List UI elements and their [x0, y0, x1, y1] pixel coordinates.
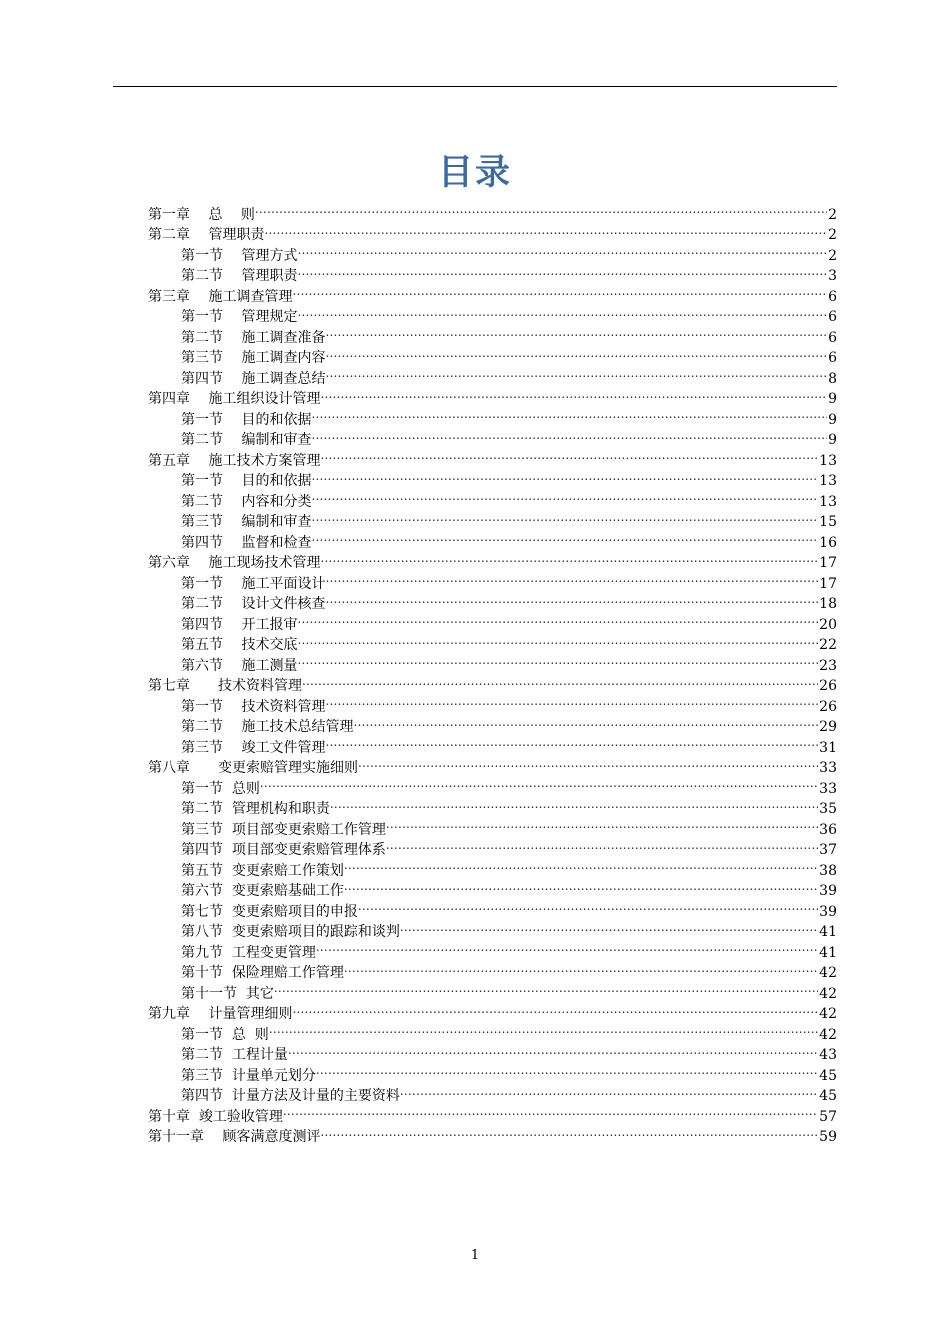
toc-dot-leader: [297, 301, 827, 322]
toc-entry-page: 39: [819, 883, 837, 899]
toc-dot-leader: [297, 260, 827, 281]
toc-entry-page: 57: [819, 1108, 837, 1125]
toc-dot-leader: [325, 731, 818, 752]
toc-entry-title: 第七章 技术资料管理: [148, 678, 302, 694]
toc-entry-page: 16: [819, 534, 837, 551]
toc-entry-title: 第三节 施工调查内容: [181, 350, 326, 366]
toc-entry-page: 2: [828, 227, 837, 243]
toc-dot-leader: [330, 793, 818, 814]
toc-entry-title: 第六节 变更索赔基础工作: [181, 883, 344, 899]
toc-entry-page: 36: [819, 821, 837, 838]
toc-entry-title: 第一节 管理方式: [181, 247, 298, 264]
toc-entry-title: 第一节 总则: [181, 780, 260, 797]
toc-dot-leader: [311, 485, 818, 506]
toc-entry-page: 9: [828, 411, 837, 428]
toc-entry-page: 31: [819, 739, 837, 756]
toc-entry-page: 45: [819, 1067, 837, 1084]
toc-dot-leader: [320, 1121, 818, 1142]
toc-entry-page: 33: [819, 760, 837, 776]
toc-dot-leader: [297, 608, 818, 629]
toc-entry-title: 第一节 目的和依据: [181, 411, 312, 428]
toc-entry-title: 第一章 总 则: [148, 206, 255, 223]
toc-dot-leader: [325, 342, 827, 363]
toc-dot-leader: [400, 1080, 818, 1101]
toc-dot-leader: [297, 649, 818, 670]
toc-entry-page: 38: [819, 862, 837, 879]
toc-entry-page: 42: [819, 1006, 837, 1022]
toc-entry-title: 第五节 技术交底: [181, 637, 298, 653]
toc-entry-title: 第三节 竣工文件管理: [181, 739, 326, 756]
toc-dot-leader: [358, 895, 818, 916]
toc-dot-leader: [325, 362, 827, 383]
toc-entry-title: 第九节 工程变更管理: [181, 944, 316, 961]
toc-entry-page: 8: [828, 370, 837, 387]
toc-entry-title: 第九章 计量管理细则: [148, 1006, 293, 1022]
toc-entry-page: 15: [819, 514, 837, 530]
toc-dot-leader: [344, 957, 818, 978]
toc-entry-page: 29: [819, 719, 837, 735]
toc-entry-title: 第三章 施工调查管理: [148, 288, 293, 305]
toc-entry-title: 第一节 施工平面设计: [181, 575, 326, 592]
toc-entry-page: 43: [819, 1047, 837, 1063]
toc-dot-leader: [311, 506, 818, 527]
toc-entry-title: 第二节 施工调查准备: [181, 329, 326, 346]
toc-dot-leader: [316, 936, 818, 957]
toc-dot-leader: [344, 854, 818, 875]
toc-dot-leader: [311, 465, 818, 486]
toc-entry-page: 20: [819, 616, 837, 633]
toc-dot-leader: [311, 403, 827, 424]
toc-entry-title: 第五节 变更索赔工作策划: [181, 862, 344, 879]
toc-dot-leader: [320, 444, 818, 465]
toc-entry-page: 3: [828, 268, 837, 284]
toc-dot-leader: [400, 916, 818, 937]
toc-entry-title: 第一节 技术资料管理: [181, 698, 326, 715]
toc-entry-page: 42: [819, 985, 837, 1002]
toc-entry-page: 35: [819, 801, 837, 817]
toc-entry-page: 9: [828, 432, 837, 448]
toc-entry-title: 第四节 监督和检查: [181, 534, 312, 551]
toc-dot-leader: [260, 772, 818, 793]
toc-entry-page: 17: [819, 575, 837, 592]
toc-dot-leader: [320, 547, 818, 568]
toc-entry-page: 41: [819, 924, 837, 940]
toc-entry-title: 第六节 施工测量: [181, 657, 298, 674]
toc-entry-title: 第三节 编制和审查: [181, 514, 312, 530]
toc-dot-leader: [255, 198, 827, 219]
toc-entry-page: 39: [819, 903, 837, 920]
toc-entry-title: 第一节 目的和依据: [181, 473, 312, 489]
toc-entry-title: 第八节 变更索赔项目的跟踪和谈判: [181, 924, 400, 940]
toc-dot-leader: [269, 1018, 818, 1039]
toc-entry-page: 6: [828, 329, 837, 346]
toc-entry-page: 2: [828, 247, 837, 264]
toc-entry-page: 45: [819, 1088, 837, 1104]
toc-dot-leader: [274, 977, 818, 998]
toc-entry-page: 6: [828, 350, 837, 366]
toc-dot-leader: [283, 1100, 818, 1121]
toc-entry-title: 第四章 施工组织设计管理: [148, 391, 321, 407]
page-number: 1: [470, 1248, 480, 1263]
toc-dot-leader: [311, 424, 827, 445]
toc-entry-page: 41: [819, 944, 837, 961]
toc-dot-leader: [292, 280, 827, 301]
toc-entry-title: 第一节 总 则: [181, 1026, 269, 1043]
toc-entry-page: 2: [828, 206, 837, 223]
toc-dot-leader: [325, 690, 818, 711]
toc-dot-leader: [302, 670, 818, 691]
toc-dot-leader: [386, 813, 818, 834]
toc-entry-title: 第四节 计量方法及计量的主要资料: [181, 1088, 400, 1104]
toc-entry-page: 26: [819, 678, 837, 694]
toc-entry-title: 第二节 内容和分类: [181, 493, 312, 510]
toc-entry-title: 第十一节 其它: [181, 985, 274, 1002]
toc-entry-title: 第二节 编制和审查: [181, 432, 312, 448]
toc-chapter-entry[interactable]: [148, 198, 837, 223]
toc-entry-title: 第四节 项目部变更索赔管理体系: [181, 842, 386, 858]
toc-entry-title: 第二章 管理职责: [148, 227, 265, 243]
toc-entry-title: 第三节 项目部变更索赔工作管理: [181, 821, 386, 838]
toc-entry-page: 13: [819, 473, 837, 489]
toc-entry-page: 6: [828, 288, 837, 305]
toc-dot-leader: [311, 526, 818, 547]
toc-entry-title: 第二节 管理职责: [181, 268, 298, 284]
toc-entry-title: 第四节 施工调查总结: [181, 370, 326, 387]
toc-entry-page: 17: [819, 555, 837, 571]
toc-entry-title: 第八章 变更索赔管理实施细则: [148, 760, 358, 776]
toc-entry-page: 33: [819, 780, 837, 797]
toc-entry-page: 13: [819, 452, 837, 469]
toc-dot-leader: [264, 219, 827, 240]
table-of-contents: [148, 198, 837, 1145]
toc-entry-page: 37: [819, 842, 837, 858]
toc-entry-title: 第六章 施工现场技术管理: [148, 555, 321, 571]
toc-entry-page: 23: [819, 657, 837, 674]
toc-dot-leader: [344, 875, 818, 896]
toc-entry-title: 第十章 竣工验收管理: [148, 1108, 283, 1125]
header-rule: [113, 86, 837, 87]
toc-entry-page: 13: [819, 493, 837, 510]
toc-dot-leader: [297, 239, 827, 260]
toc-entry-title: 第一节 管理规定: [181, 309, 298, 325]
toc-dot-leader: [325, 321, 827, 342]
toc-entry-page: 22: [819, 637, 837, 653]
toc-dot-leader: [320, 383, 827, 404]
toc-entry-title: 第七节 变更索赔项目的申报: [181, 903, 358, 920]
toc-dot-leader: [358, 752, 818, 773]
toc-dot-leader: [325, 567, 818, 588]
toc-entry-title: 第二节 管理机构和职责: [181, 801, 330, 817]
toc-entry-title: 第三节 计量单元划分: [181, 1067, 316, 1084]
toc-dot-leader: [325, 588, 818, 609]
toc-dot-leader: [292, 998, 818, 1019]
toc-entry-title: 第五章 施工技术方案管理: [148, 452, 321, 469]
toc-entry-page: 59: [819, 1129, 837, 1145]
toc-entry-page: 42: [819, 1026, 837, 1043]
toc-entry-page: 18: [819, 596, 837, 612]
toc-dot-leader: [316, 1059, 818, 1080]
toc-dot-leader: [288, 1039, 818, 1060]
toc-entry-title: 第十节 保险理赔工作管理: [181, 965, 344, 981]
toc-entry-page: 9: [828, 391, 837, 407]
toc-entry-title: 第二节 施工技术总结管理: [181, 719, 354, 735]
toc-entry-page: 42: [819, 965, 837, 981]
toc-dot-leader: [297, 629, 818, 650]
toc-entry-page: 6: [828, 309, 837, 325]
toc-entry-page: 26: [819, 698, 837, 715]
toc-entry-title: 第二节 工程计量: [181, 1047, 288, 1063]
toc-title: 目录: [437, 153, 512, 193]
toc-entry-title: 第四节 开工报审: [181, 616, 298, 633]
toc-entry-title: 第二节 设计文件核查: [181, 596, 326, 612]
toc-dot-leader: [386, 834, 818, 855]
toc-dot-leader: [353, 711, 818, 732]
toc-entry-title: 第十一章 顾客满意度测评: [148, 1129, 321, 1145]
